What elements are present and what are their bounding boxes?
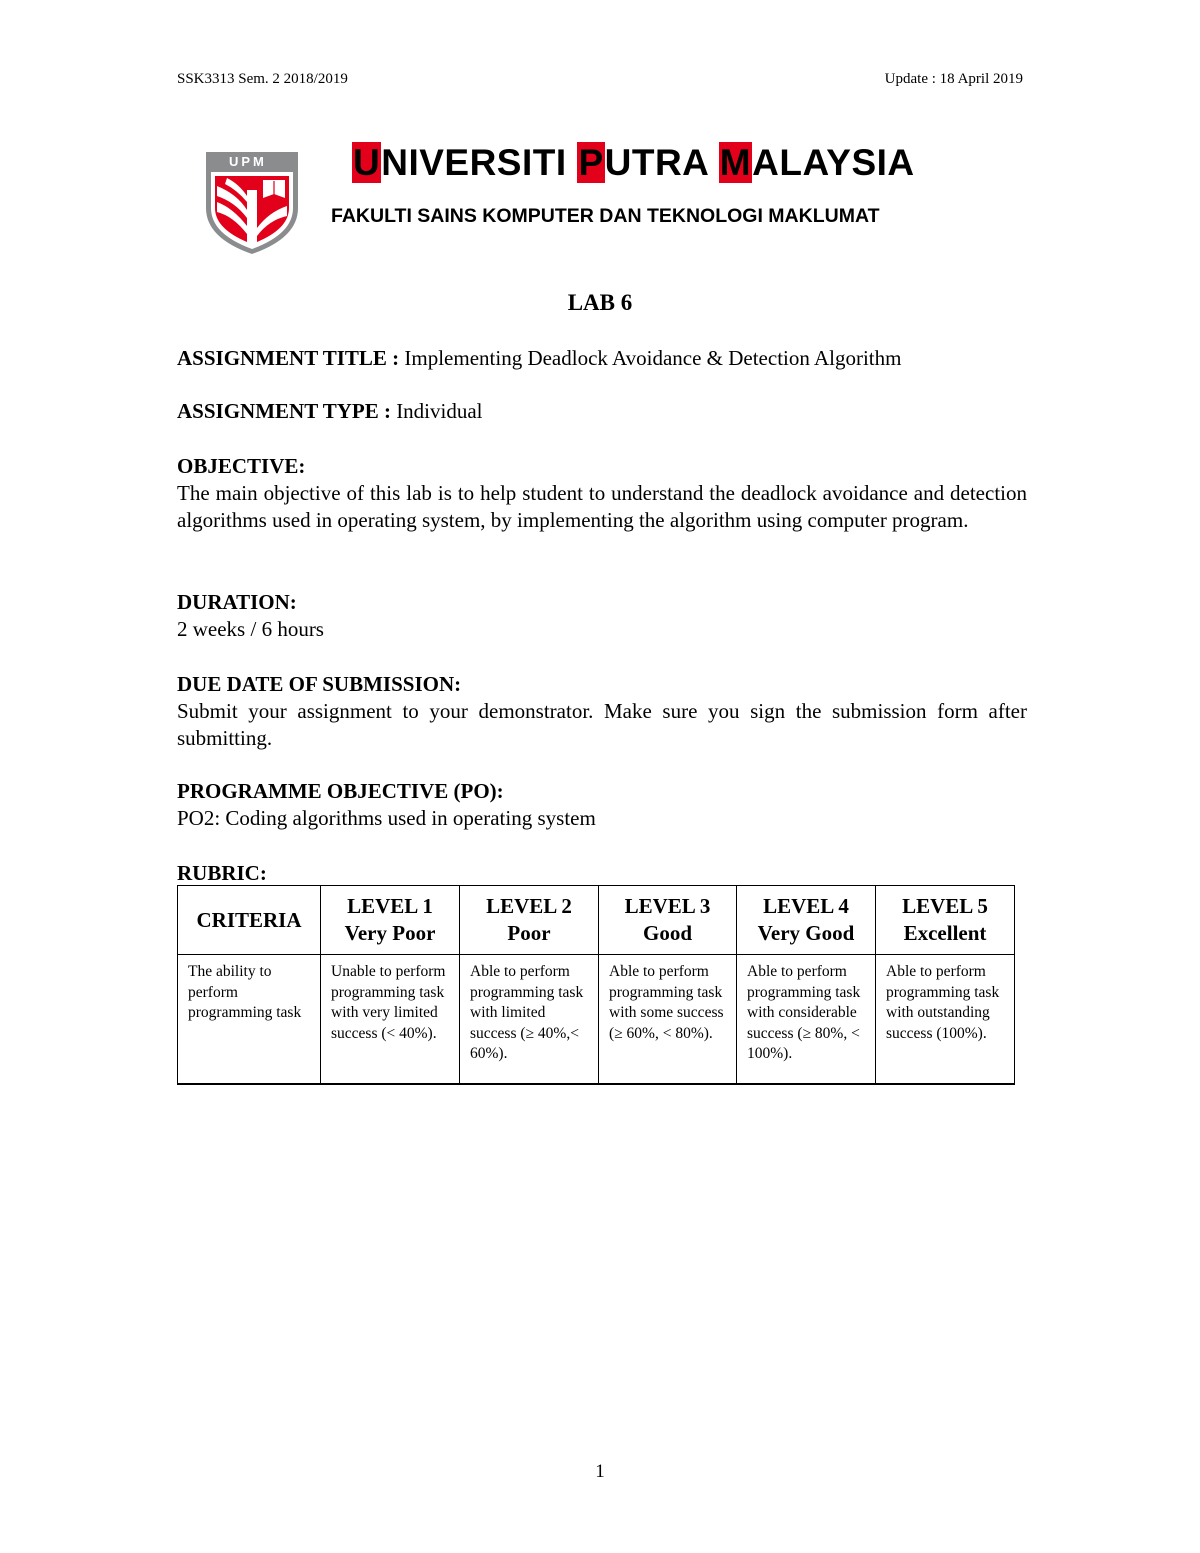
university-name-word: NIVERSITI xyxy=(381,142,578,183)
rubric-cell-level-3: Able to perform programming task with some success (≥ 60%, < 80%). xyxy=(599,955,737,1085)
due-date-label: DUE DATE OF SUBMISSION: xyxy=(177,672,462,696)
rubric-cell-criteria: The ability to perform programming task xyxy=(178,955,321,1085)
programme-objective-section xyxy=(177,778,1027,832)
rubric-header-level-1 xyxy=(321,886,460,955)
university-name-initial: U xyxy=(353,142,381,183)
duration-section xyxy=(177,589,1027,643)
rubric-header-line1: LEVEL 1 xyxy=(347,894,433,918)
rubric-header-row xyxy=(178,886,1015,955)
university-name-word: UTRA xyxy=(604,142,719,183)
rubric-section xyxy=(177,860,1027,887)
rubric-cell-level-5: Able to perform programming task with outstanding success (100%). xyxy=(876,955,1015,1085)
rubric-header-level-2 xyxy=(460,886,599,955)
rubric-header-level-3 xyxy=(599,886,737,955)
faculty-name: FAKULTI SAINS KOMPUTER DAN TEKNOLOGI MAKLUMAT xyxy=(331,205,880,227)
rubric-header-line2: Very Good xyxy=(757,921,855,945)
rubric-label: RUBRIC: xyxy=(177,861,267,885)
lab-title: LAB 6 xyxy=(567,290,633,315)
rubric-header-line2: Poor xyxy=(507,921,551,945)
assignment-type-label: ASSIGNMENT TYPE : xyxy=(177,399,391,423)
rubric-header-line1: LEVEL 5 xyxy=(902,894,988,918)
programme-objective-label: PROGRAMME OBJECTIVE (PO): xyxy=(177,779,504,803)
assignment-title xyxy=(177,345,1027,372)
rubric-header-line2: Excellent xyxy=(903,921,987,945)
header-update-date: Update : 18 April 2019 xyxy=(884,71,1023,87)
rubric-cell-level-2: Able to perform programming task with limited success (≥ 40%,< 60%). xyxy=(460,955,599,1085)
university-name-initial: M xyxy=(719,142,752,183)
rubric-header-criteria xyxy=(178,886,321,955)
rubric-header-line1: LEVEL 3 xyxy=(624,894,711,918)
rubric-header-line1: LEVEL 4 xyxy=(763,894,849,918)
university-name xyxy=(352,142,915,184)
rubric-header-line2: Very Poor xyxy=(344,921,436,945)
assignment-title-value: Implementing Deadlock Avoidance & Detection Algorithm xyxy=(399,346,902,370)
objective-section xyxy=(177,453,1027,534)
rubric-header-line1: LEVEL 2 xyxy=(486,894,572,918)
duration-label: DURATION: xyxy=(177,590,297,614)
programme-objective-text: PO2: Coding algorithms used in operating system xyxy=(177,806,596,830)
objective-text: The main objective of this lab is to help student to understand the deadlock avoidance and detection algorithms used in operating system, by implementing the algorithm using computer program. xyxy=(177,481,1027,532)
rubric-header-line2: Good xyxy=(642,921,692,945)
rubric-cell-level-4: Able to perform programming task with considerable success (≥ 80%, < 100%). xyxy=(737,955,876,1085)
due-date-section xyxy=(177,671,1027,752)
assignment-title-label: ASSIGNMENT TITLE : xyxy=(177,346,400,370)
rubric-header-line1: CRITERIA xyxy=(196,907,302,932)
assignment-type-value: Individual xyxy=(390,399,483,423)
duration-text: 2 weeks / 6 hours xyxy=(177,617,324,641)
assignment-type xyxy=(177,398,1027,425)
header-course-code: SSK3313 Sem. 2 2018/2019 xyxy=(177,71,348,87)
upm-logo xyxy=(203,150,301,256)
due-date-text: Submit your assignment to your demonstrator. Make sure you sign the submission form after submitting. xyxy=(177,699,1027,750)
objective-label: OBJECTIVE: xyxy=(177,454,306,478)
university-name-word: ALAYSIA xyxy=(752,142,915,183)
rubric-header-level-4 xyxy=(737,886,876,955)
rubric-header-level-5 xyxy=(876,886,1015,955)
rubric-row xyxy=(178,955,1015,1085)
page-number: 1 xyxy=(595,1461,605,1482)
logo-text: UPM xyxy=(229,154,267,169)
rubric-table xyxy=(177,885,1015,1085)
rubric-cell-level-1: Unable to perform programming task with very limited success (< 40%). xyxy=(321,955,460,1085)
university-name-initial: P xyxy=(578,142,604,183)
